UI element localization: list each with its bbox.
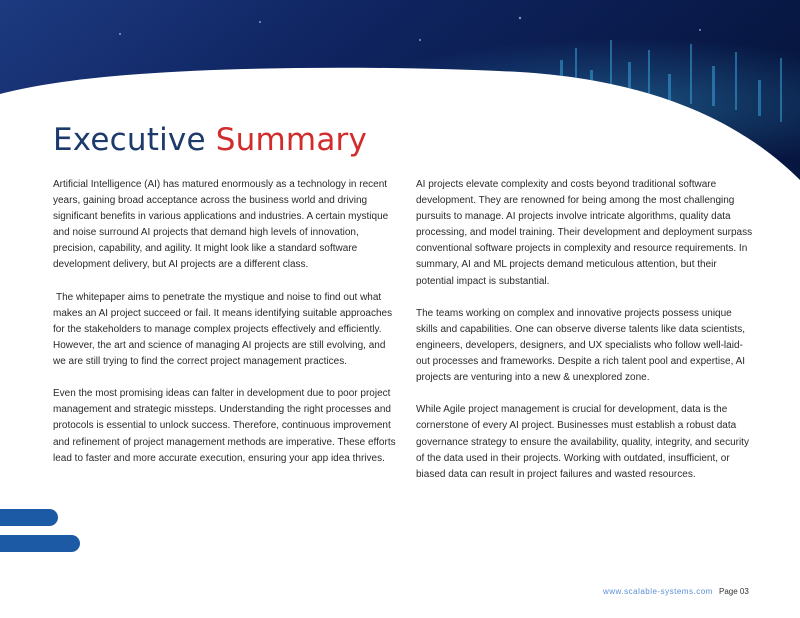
page-title	[53, 122, 367, 158]
paragraph: The whitepaper aims to penetrate the mystique and noise to find out what makes an AI project succeed or fail. It means identifying suitable approaches for the stakeholders to manage complex projects effectively and efficiently. However, the art and science of managing AI projects are still evolving, and we are still trying to find the correct project management practices.	[53, 291, 393, 368]
right-text-column	[416, 177, 756, 499]
paragraph: AI projects elevate complexity and costs beyond traditional software development. They are renowned for being among the most challenging pursuits to manage. AI projects involve intricate algorithms, quality data processing, and model training. Their development and deployment surpass conventional software projects in complexity and resource requirements. In summary, AI and ML projects demand meticulous attention, but their potential impact is substantial.	[416, 179, 753, 287]
paragraph: The teams working on complex and innovative projects possess unique skills and capabilities. One can observe diverse talents like data scientists, engineers, developers, designers, and UX specialists who follow well-laid-out processes and frameworks. Despite a rich talent pool and expertise, AI projects are venturing into a new & unexplored zone.	[416, 307, 746, 384]
paragraph: Even the most promising ideas can falter in development due to poor project management and strategic missteps. Understanding the right processes and protocols is essential to unlock success. Therefore, continuous improvement and refinement of project management methods are imperative. These efforts lead to faster and more accurate execution, ensuring your app idea thrives.	[53, 388, 396, 464]
page-number: Page 03	[719, 587, 749, 596]
decorative-bar	[0, 509, 58, 526]
left-text-column	[53, 177, 398, 483]
paragraph: Artificial Intelligence (AI) has matured enormously as a technology in recent years, gaining broad acceptance across the business world and driving significant benefits in various applications and industries. A certain mystique and noise surround AI projects that demand high levels of innovation, precision, capability, and agility. It might look like a standard software development delivery, but AI projects are a different class.	[53, 179, 389, 271]
decorative-bar	[0, 535, 80, 552]
paragraph: While Agile project management is crucial for development, data is the cornerstone of every AI project. Businesses must establish a robust data governance strategy to ensure the availability, quality, integrity, and security of the data used in their projects. Working with outdated, insufficient, or biased data can result in project failures and wasted resources.	[416, 404, 749, 480]
header-banner-image	[0, 0, 800, 190]
title-word-executive: Executive	[53, 122, 206, 158]
footer-website-link[interactable]: www.scalable-systems.com	[603, 587, 713, 596]
title-word-summary: Summary	[215, 122, 368, 158]
